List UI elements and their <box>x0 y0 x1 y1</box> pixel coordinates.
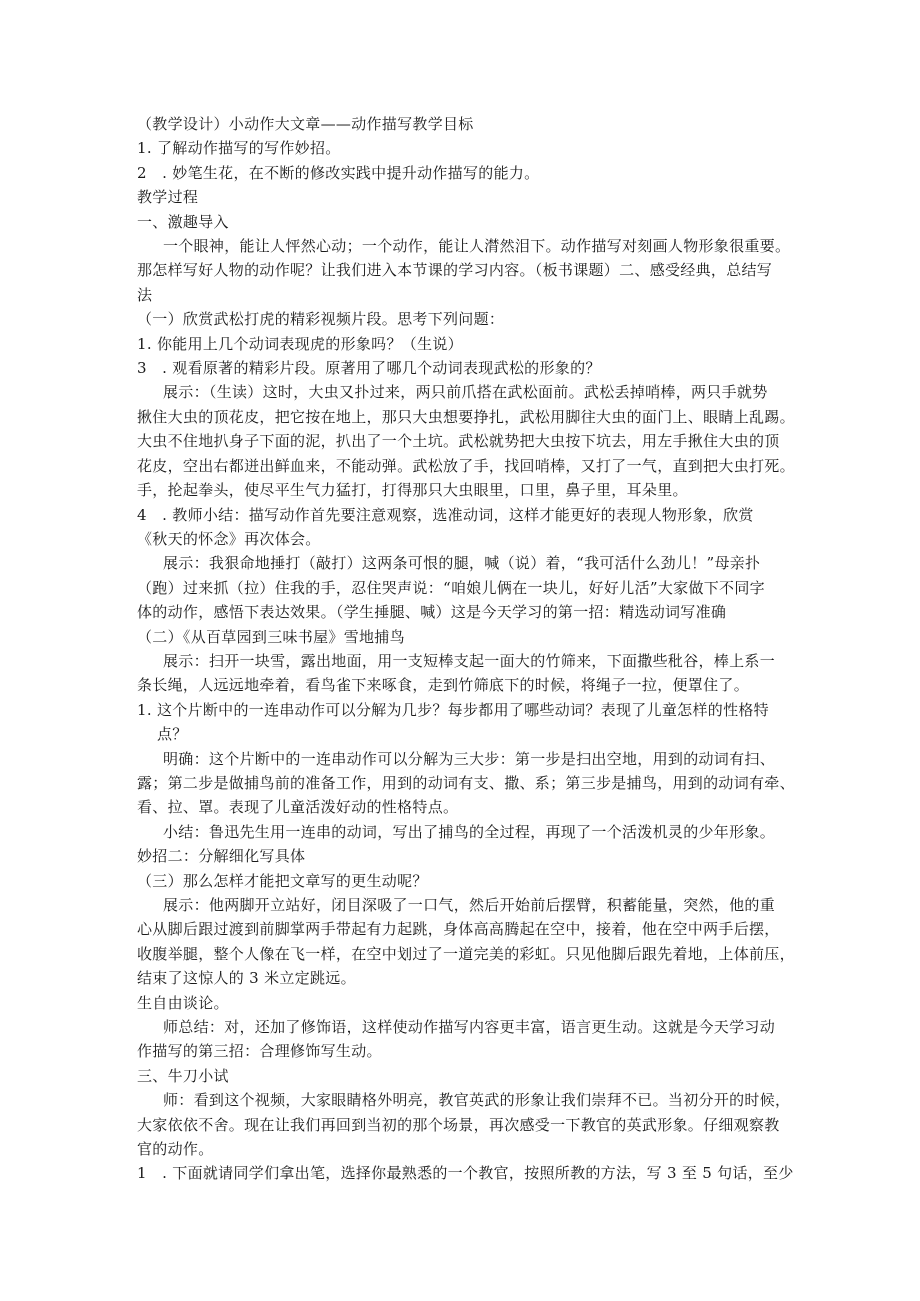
paragraph-line: 一个眼神，能让人怦然心动；一个动作，能让人潸然泪下。动作描写对刻画人物形象很重要。 <box>163 237 791 256</box>
goal-2: 2 . 妙笔生花，在不断的修改实践中提升动作描写的能力。 <box>137 163 540 182</box>
paragraph-line: （跑）过来抓（拉）住我的手，忍住哭声说：“咱娘儿俩在一块儿，好好儿活”大家做下不同字 <box>137 578 765 597</box>
paragraph-line: 看、拉、罩。表现了儿童活泼好动的性格特点。 <box>137 798 459 817</box>
paragraph-line: 那怎样写好人物的动作呢？让我们进入本节课的学习内容。（板书课题）二、感受经典，总结写 <box>137 261 773 280</box>
document-page <box>137 112 797 1186</box>
paragraph-line: 收腹举腿，整个人像在飞一样，在空中划过了一道完美的彩虹。只见他脚后跟先着地，上体前压， <box>137 944 795 963</box>
paragraph-line: 心从脚后跟过渡到前脚掌两手带起有力起跳，身体高高腾起在空中，接着，他在空中两手后摆， <box>137 920 780 939</box>
doc-title: （教学设计）小动作大文章——动作描写教学目标 <box>137 115 474 133</box>
goal-1: 1. 了解动作描写的写作妙招。 <box>137 139 341 158</box>
question-line: 点？ <box>157 725 188 744</box>
paragraph-line: 作描写的第三招：合理修饰写生动。 <box>137 1042 382 1061</box>
paragraph-line: 法 <box>137 285 153 304</box>
paragraph-line: 揪住大虫的顶花皮，把它按在地上，那只大虫想要挣扎，武松用脚往大虫的面门上、眼睛上乱踢。 <box>137 407 795 426</box>
paragraph-line: 大虫不住地扒身子下面的泥，扒出了一个土坑。武松就势把大虫按下坑去，用左手揪住大虫的顶 <box>137 432 780 451</box>
question-3: 3 . 观看原著的精彩片段。原著用了哪几个动词表现武松的形象的？ <box>137 359 601 378</box>
paragraph-line: 展示：他两脚开立站好，闭目深吸了一口气，然后开始前后摆臂，积蓄能量，突然，他的重 <box>163 896 776 914</box>
paragraph-line: 展示：扫开一块雪，露出地面，用一支短棒支起一面大的竹筛来，下面撒些秕谷，棒上系一 <box>163 651 776 670</box>
subsection-heading-3: （三）那么怎样才能把文章写的更生动呢？ <box>137 871 428 890</box>
paragraph-line: 师总结：对，还加了修饰语，这样使动作描写内容更丰富，语言更生动。这就是今天学习动 <box>163 1018 776 1037</box>
question-line: 1. 这个片断中的一连串动作可以分解为几步？每步都用了哪些动词？表现了儿童怎样的性格特 <box>137 700 769 719</box>
paragraph-line: 展示：我狠命地捶打（敲打）这两条可恨的腿，喊（说）着，“我可活什么劲儿！”母亲扑 <box>163 554 761 573</box>
question-4: 4 . 教师小结：描写动作首先要注意观察，选准动词，这样才能更好的表现人物形象，欣赏 <box>137 505 754 524</box>
section-heading-practice: 三、牛刀小试 <box>137 1066 229 1085</box>
paragraph-line: 花皮，空出右都迸出鲜血来，不能动弹。武松放了手，找回哨棒，又打了一气，直到把大虫打死。 <box>137 456 795 475</box>
paragraph-line: 条长绳，人远远地牵着，看鸟雀下来啄食，走到竹筛底下的时候，将绳子一拉，便罩住了。 <box>137 676 750 695</box>
paragraph-line: 体的动作，感悟下表达效果。（学生捶腿、喊）这是今天学习的第一招：精选动词写准确 <box>137 603 727 622</box>
section-heading-intro: 一、激趣导入 <box>137 212 229 231</box>
paragraph-line: 展示：（生读）这时，大虫又扑过来，两只前爪搭在武松面前。武松丢掉哨棒，两只手就势 <box>163 383 768 402</box>
paragraph-line: 师：看到这个视频，大家眼睛格外明亮，教官英武的形象让我们崇拜不已。当初分开的时候， <box>163 1091 791 1110</box>
paragraph-line: 大家依依不舍。现在让我们再回到当初的那个场景，再次感受一下教官的英武形象。仔细观察教 <box>137 1115 780 1134</box>
question-line: 1 . 下面就请同学们拿出笔，选择你最熟悉的一个教官，按照所教的方法，写 3 至 5 句话，至少 <box>137 1164 794 1183</box>
section-heading-process: 教学过程 <box>137 188 199 207</box>
paragraph-line: 手，抡起拳头，使尽平生气力猛打，打得那只大虫眼里，口里，鼻子里，耳朵里。 <box>137 481 688 500</box>
paragraph-line: 《秋天的怀念》再次体会。 <box>137 529 321 548</box>
paragraph-line: 结束了这惊人的 3 米立定跳远。 <box>137 969 356 988</box>
paragraph-line: 小结：鲁迅先生用一连串的动词，写出了捕鸟的全过程，再现了一个活泼机灵的少年形象。 <box>163 822 776 841</box>
paragraph-line: 露；第二步是做捕鸟前的准备工作，用到的动词有支、撒、系；第三步是捕鸟，用到的动词有牵、 <box>137 773 795 792</box>
tip-two: 妙招二：分解细化写具体 <box>137 847 306 866</box>
question-1: 1. 你能用上几个动词表现虎的形象吗？（生说） <box>137 334 463 353</box>
subsection-heading-2: （二）《从百草园到三味书屋》雪地捕鸟 <box>137 627 405 646</box>
subsection-heading-1: （一）欣赏武松打虎的精彩视频片段。思考下列问题： <box>137 310 505 329</box>
paragraph-line: 生自由谈论。 <box>137 993 229 1012</box>
paragraph-line: 官的动作。 <box>137 1140 214 1159</box>
paragraph-line: 明确：这个片断中的一连串动作可以分解为三大步：第一步是扫出空地，用到的动词有扫、 <box>163 749 776 768</box>
